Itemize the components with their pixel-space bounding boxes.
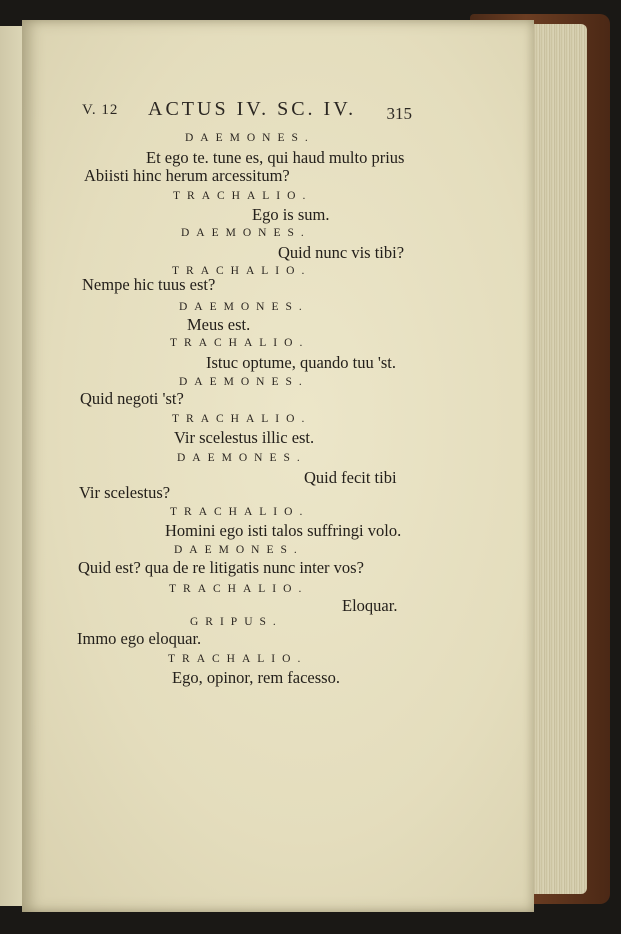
speaker-name: DAEMONES. bbox=[174, 544, 304, 556]
verse-line: Ego, opinor, rem facesso. bbox=[172, 668, 340, 687]
page-edges bbox=[525, 24, 587, 894]
speaker-name: DAEMONES. bbox=[177, 452, 307, 464]
verse-line: Immo ego eloquar. bbox=[77, 629, 202, 648]
speaker-name: GRIPUS. bbox=[190, 616, 283, 628]
speaker-name: DAEMONES. bbox=[179, 301, 309, 313]
speaker-name: DAEMONES. bbox=[179, 376, 309, 388]
verse-line: Quid nunc vis tibi? bbox=[278, 243, 405, 262]
running-title: ACTUS IV. SC. IV. bbox=[148, 98, 357, 120]
verse-line: Et ego te. tune es, qui haud multo prius bbox=[146, 148, 405, 167]
speaker-name: TRACHALIO. bbox=[172, 265, 312, 277]
page-header bbox=[82, 98, 412, 124]
speaker-name: DAEMONES. bbox=[181, 227, 311, 239]
verse-line: Nempe hic tuus est? bbox=[82, 275, 216, 294]
verse-line: Homini ego isti talos suffringi volo. bbox=[165, 521, 402, 540]
verse-line: Istuc optume, quando tuu 'st. bbox=[206, 353, 396, 372]
verse-line: Vir scelestus? bbox=[79, 483, 171, 502]
speaker-name: TRACHALIO. bbox=[168, 653, 308, 665]
verse-line: Quid est? qua de re litigatis nunc inter vos? bbox=[78, 558, 364, 577]
speaker-name: TRACHALIO. bbox=[170, 506, 310, 518]
speaker-name: TRACHALIO. bbox=[172, 413, 312, 425]
verse-line: Vir scelestus illic est. bbox=[174, 428, 315, 447]
signature-mark: V. 12 bbox=[82, 102, 119, 118]
verse-line: Abiisti hinc herum arcessitum? bbox=[84, 166, 290, 185]
speaker-name: DAEMONES. bbox=[185, 132, 315, 144]
verse-line: Eloquar. bbox=[342, 596, 398, 615]
speaker-name: TRACHALIO. bbox=[169, 583, 309, 595]
verse-line: Ego is sum. bbox=[252, 205, 330, 224]
speaker-name: TRACHALIO. bbox=[170, 337, 310, 349]
verse-line: Meus est. bbox=[187, 315, 251, 334]
verse-line: Quid negoti 'st? bbox=[80, 389, 184, 408]
page-number: 315 bbox=[386, 104, 412, 123]
verse-line: Quid fecit tibi bbox=[304, 468, 397, 487]
speaker-name: TRACHALIO. bbox=[173, 190, 313, 202]
